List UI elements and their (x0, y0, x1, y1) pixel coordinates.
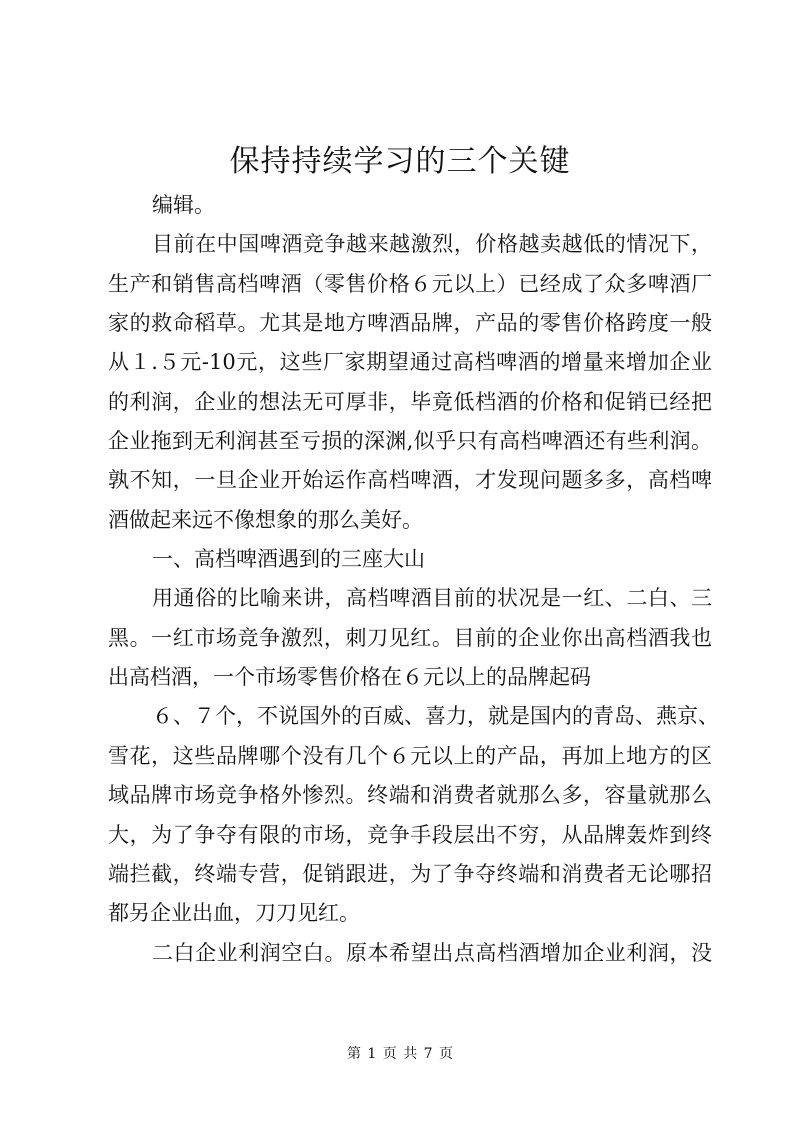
body-line: 雪花，这些品牌哪个没有几个６元以上的产品，再加上地方的区 (108, 743, 712, 768)
body-line: 域品牌市场竞争格外惨烈。终端和消费者就那么多，容量就那么 (108, 783, 712, 808)
document-body (108, 186, 719, 973)
body-line: ６、７个，不说国外的百威、喜力，就是国内的青岛、燕京、 (152, 704, 719, 729)
body-line: 都另企业出血，刀刀见红。 (108, 901, 360, 926)
body-line: 目前在中国啤酒竞争越来越激烈，价格越卖越低的情况下， (152, 232, 712, 257)
body-line: 大，为了争夺有限的市场，竞争手段层出不穷，从品牌轰炸到终 (108, 822, 712, 847)
body-line: 编辑。 (152, 193, 215, 217)
document-title: 保持持续学习的三个关键 (229, 144, 571, 179)
body-line: 出高档酒，一个市场零售价格在６元以上的品牌起码 (108, 665, 591, 690)
body-line: 黑。一红市场竞争激烈，刺刀见红。目前的企业你出高档酒我也 (108, 625, 712, 650)
body-line: 的利润，企业的想法无可厚非，毕竟低档酒的价格和促销已经把 (108, 389, 712, 414)
body-line: 用通俗的比喻来讲，高档啤酒目前的状况是一红、二白、三 (152, 586, 712, 611)
body-line: 孰不知，一旦企业开始运作高档啤酒，才发现问题多多，高档啤 (108, 468, 712, 493)
body-line: 从１.５元-10元，这些厂家期望通过高档啤酒的增量来增加企业 (108, 350, 712, 375)
body-line: 家的救命稻草。尤其是地方啤酒品牌，产品的零售价格跨度一般 (108, 311, 712, 336)
body-line: 端拦截，终端专营，促销跟进，为了争夺终端和消费者无论哪招 (108, 861, 712, 886)
section-heading: 一、高档啤酒遇到的三座大山 (152, 547, 425, 572)
body-line: 酒做起来远不像想象的那么美好。 (108, 507, 423, 532)
body-line: 生产和销售高档啤酒（零售价格６元以上）已经成了众多啤酒厂 (108, 271, 712, 296)
body-line: 二白企业利润空白。原本希望出点高档酒增加企业利润，没 (152, 940, 712, 965)
body-line: 企业拖到无利润甚至亏损的深渊,似乎只有高档啤酒还有些利润。 (108, 429, 712, 454)
page-number: 第 1 页 共 7 页 (346, 1046, 454, 1062)
